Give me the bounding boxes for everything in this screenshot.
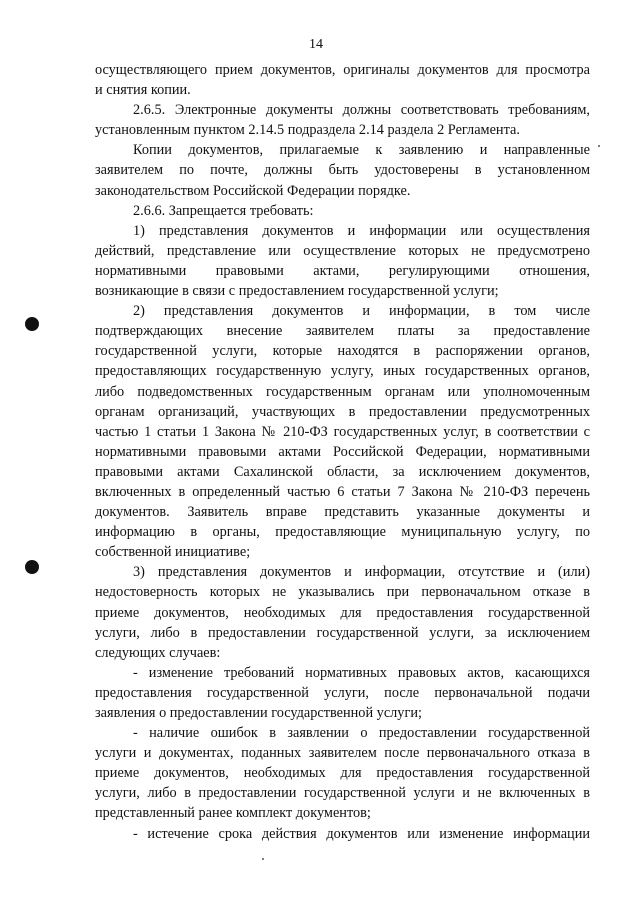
text-line: включенных в определенный частью 6 статьи 7 Закона № 210-ФЗ перечень	[95, 483, 590, 500]
text-line: нормативными правовыми актами, регулирующими отношения,	[95, 262, 590, 279]
text-line: органам организаций, участвующих в предоставлении предусмотренных	[95, 403, 590, 420]
text-line: документов. Заявитель вправе представить указанные документы и	[95, 504, 590, 521]
text-line: законодательством Российской Федерации порядке.	[95, 182, 411, 199]
text-line: правовыми актами Сахалинской области, за исключением документов,	[95, 463, 590, 480]
text-line: либо подведомственных государственным органам или уполномоченным	[95, 383, 590, 400]
text-line: - наличие ошибок в заявлении о предоставлении государственной	[133, 725, 590, 742]
document-body	[95, 60, 590, 844]
text-line: заявителем по почте, должны быть удостоверены в установленном	[95, 162, 590, 179]
text-line: приеме документов, необходимых для предоставления государственной	[95, 765, 590, 782]
text-line: следующих случаев:	[95, 644, 221, 661]
text-line: государственной услуги, которые находятся в распоряжении органов,	[95, 343, 590, 360]
punch-hole-mark	[25, 560, 39, 574]
text-line: услуги и документах, поданных заявителем после первоначального отказа в	[95, 745, 590, 762]
scan-speck	[262, 858, 264, 860]
text-line: информацию в органы, предоставляющие муниципальную услугу, по	[95, 524, 590, 541]
text-line: представленный ранее комплект документов;	[95, 805, 371, 822]
text-line: нормативными правовыми актами Российской Федерации, нормативными	[95, 443, 590, 460]
text-line: подтверждающих внесение заявителем платы за предоставление	[95, 323, 590, 340]
text-line: Копии документов, прилагаемые к заявлению и направленные	[133, 142, 590, 159]
text-line: 2) представления документов и информации, в том числе	[133, 303, 590, 320]
text-line: 2.6.5. Электронные документы должны соответствовать требованиям,	[133, 102, 590, 119]
text-line: недостоверность которых не указывались при первоначальном отказе в	[95, 584, 590, 601]
text-line: заявления о предоставлении государственной услуги;	[95, 705, 422, 721]
text-line: 1) представления документов и информации или осуществления	[133, 222, 590, 239]
text-line: осуществляющего прием документов, оригиналы документов для просмотра	[95, 62, 590, 78]
text-line: действий, представление или осуществление которых не предусмотрено	[95, 242, 590, 259]
text-line: приеме документов, необходимых для предоставления государственной	[95, 604, 590, 621]
punch-hole-mark	[25, 317, 39, 331]
text-line: - изменение требований нормативных правовых актов, касающихся	[133, 664, 590, 681]
text-line: и снятия копии.	[95, 82, 191, 99]
page-number: 14	[309, 37, 323, 52]
text-line: предоставляющих государственную услугу, иных государственных органов,	[95, 363, 590, 380]
text-line: предоставления государственной услуги, после первоначальной подачи	[95, 684, 590, 701]
text-line: 3) представления документов и информации, отсутствие и (или)	[133, 564, 590, 581]
text-line: - истечение срока действия документов или изменение информации	[133, 825, 590, 842]
text-line: услуги, либо в предоставлении государственной услуги, за исключением	[95, 624, 590, 641]
scan-speck	[598, 145, 600, 147]
text-line: собственной инициативе;	[95, 544, 251, 561]
text-line: частью 1 статьи 1 Закона № 210-ФЗ государственных услуг, в соответствии с	[95, 423, 590, 440]
text-line: услуги, либо в предоставлении государственной услуги и не включенных в	[95, 785, 590, 802]
text-line: установленным пунктом 2.14.5 подраздела 2.14 раздела 2 Регламента.	[95, 122, 520, 139]
text-line: 2.6.6. Запрещается требовать:	[133, 202, 314, 219]
text-line: возникающие в связи с предоставлением государственной услуги;	[95, 283, 499, 300]
